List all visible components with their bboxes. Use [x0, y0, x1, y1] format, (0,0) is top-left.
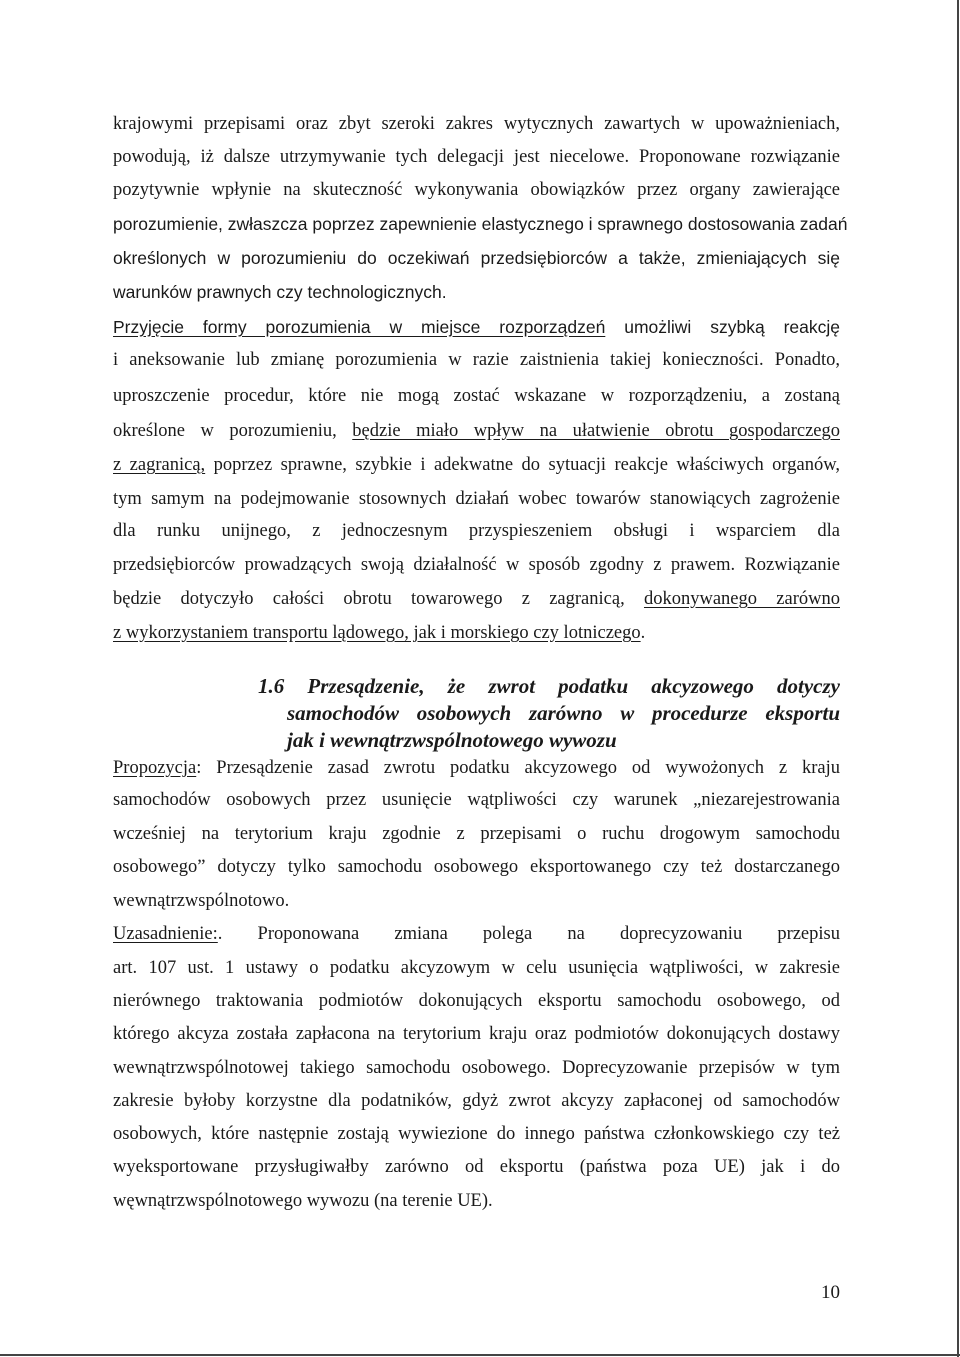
paragraph-line: tym samym na podejmowanie stosownych działań wobec towarów stanowiących zagrożenie	[113, 489, 840, 509]
paragraph-line: powodują, iż dalsze utrzymywanie tych delegacji jest niecelowe. Proponowane rozwiązanie	[113, 147, 840, 167]
paragraph-line: węwnątrzwspólnotowego wywozu (na terenie UE).	[113, 1191, 493, 1211]
paragraph-line: warunków prawnych czy technologicznych.	[113, 282, 447, 302]
underlined-text: będzie miało wpływ na ułatwienie obrotu gospodarczego	[352, 421, 840, 441]
paragraph-line: wcześniej na terytorium kraju zgodnie z przepisami o ruchu drogowym samochodu	[113, 824, 840, 844]
paragraph-line: osobowego” dotyczy tylko samochodu osobowego eksportowanego czy też dostarczanego	[113, 857, 840, 877]
paragraph-line	[113, 621, 840, 645]
text-span: poprzez sprawne, szybkie i adekwatne do sytuacji reakcje właściwych organów,	[205, 455, 840, 475]
paragraph-line: określonych w porozumieniu do oczekiwań przedsiębiorców a także, zmieniających się	[113, 248, 840, 268]
paragraph-line: i aneksowanie lub zmianę porozumienia w razie zaistnienia takiej konieczności. Ponadto,	[113, 350, 840, 370]
section-heading-line: jak i wewnątrzwspólnotowego wywozu	[287, 728, 617, 752]
paragraph-line: osobowych, które następnie zostają wywiezione do innego państwa członkowskiego czy też	[113, 1124, 840, 1144]
paragraph-line: pozytywnie wpłynie na skuteczność wykonywania obowiązków przez organy zawierające	[113, 180, 840, 200]
paragraph-line: krajowymi przepisami oraz zbyt szeroki zakres wytycznych zawartych w upoważnieniach,	[113, 114, 840, 134]
text-span: . Proponowana zmiana polega na doprecyzowaniu przepisu	[217, 924, 840, 944]
paragraph-line: nierównego traktowania podmiotów dokonujących eksportu samochodu osobowego, od	[113, 991, 840, 1011]
paragraph-line: wewnątrzwspólnotowo.	[113, 891, 290, 911]
underlined-text: z wykorzystaniem transportu lądowego, jak i morskiego czy lotniczego	[113, 623, 641, 643]
section-heading-line: 1.6 Przesądzenie, że zwrot podatku akcyzowego dotyczy	[258, 674, 840, 698]
scan-edge	[957, 0, 959, 1357]
text-span: Przesądzenie zasad zwrotu podatku akcyzowego od wywożonych z kraju	[216, 758, 841, 778]
scan-edge	[0, 1354, 960, 1356]
paragraph-line: wewnątrzwspólnotowej takiego samochodu osobowego. Doprecyzowanie przepisów w tym	[113, 1058, 840, 1078]
paragraph-line: dla runku unijnego, z jednoczesnym przyspieszeniem obsługi i wsparciem dla	[113, 521, 840, 541]
paragraph-line	[113, 453, 840, 477]
paragraph-line: przedsiębiorców prowadzących swoją działalność w sposób zgodny z prawem. Rozwiązanie	[113, 555, 840, 575]
paragraph-line: art. 107 ust. 1 ustawy o podatku akcyzowym w celu usunięcia wątpliwości, w zakresie	[113, 958, 840, 978]
paragraph-line	[113, 419, 840, 443]
paragraph-line: wyeksportowane przysługiwałby zarówno od eksportu (państwa poza UE) jak i do	[113, 1157, 840, 1177]
underlined-text: z zagranicą,	[113, 455, 206, 475]
paragraph-line	[113, 315, 840, 339]
text-span: .	[640, 623, 646, 643]
text-span: określone w porozumieniu,	[113, 421, 353, 441]
paragraph-line: uproszczenie procedur, które nie mogą zostać wskazane w rozporządzeniu, a zostaną	[113, 386, 840, 406]
paragraph-line	[113, 922, 840, 946]
paragraph-line	[113, 756, 840, 780]
text-span: umożliwi szybką reakcję	[605, 317, 840, 337]
underlined-text: Przyjęcie formy porozumienia w miejsce rozporządzeń	[113, 317, 606, 337]
page-number: 10	[821, 1282, 840, 1303]
section-heading-line: samochodów osobowych zarówno w procedurze eksportu	[287, 701, 840, 725]
proposal-label: Propozycja	[113, 758, 197, 778]
paragraph-line: porozumienie, zwłaszcza poprzez zapewnienie elastycznego i sprawnego dostosowania zadań	[113, 214, 848, 234]
underlined-text: dokonywanego zarówno	[643, 589, 840, 609]
text-span: :	[196, 758, 217, 778]
paragraph-line: zakresie byłoby korzystne dla podatników, gdyż zwrot akcyzy zapłaconej od samochodów	[113, 1091, 840, 1111]
justification-label: Uzasadnienie:	[113, 924, 218, 944]
paragraph-line: samochodów osobowych przez usunięcie wątpliwości czy warunek „niezarejestrowania	[113, 790, 840, 810]
paragraph-line: którego akcyza została zapłacona na terytorium kraju oraz podmiotów dokonujących dostawy	[113, 1024, 840, 1044]
text-span: będzie dotyczyło całości obrotu towarowego z zagranicą,	[113, 589, 644, 609]
paragraph-line	[113, 587, 840, 611]
